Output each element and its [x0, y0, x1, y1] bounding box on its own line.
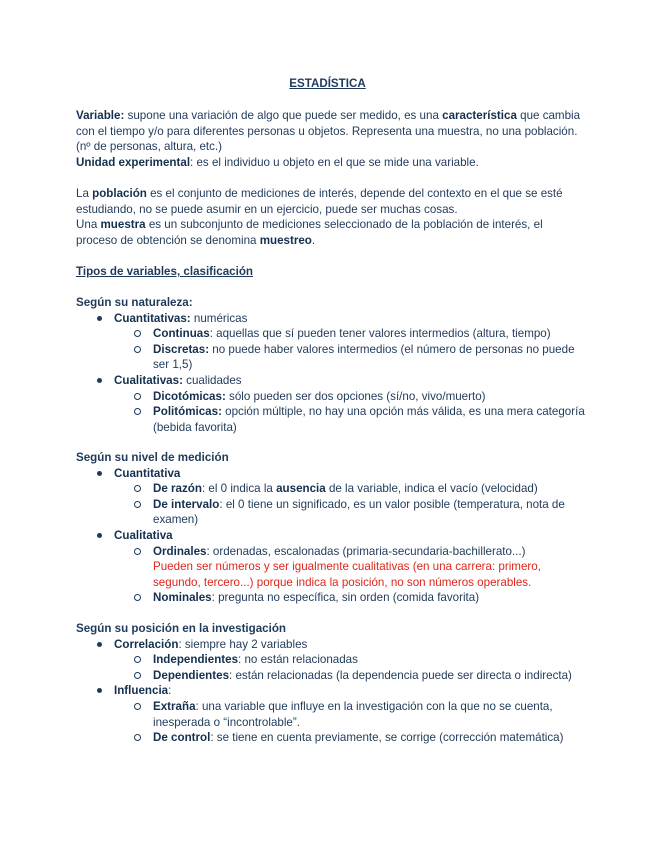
poblacion-definition: La población es el conjunto de mediciones de interés, depende del contexto en el que se esté estudiando, no se puede asumir en un ejercicio, puede ser muchas cosas.: [76, 187, 563, 216]
naturaleza-heading: Según su naturaleza:: [76, 296, 193, 309]
list-item: Correlación: siempre hay 2 variables: [76, 637, 586, 653]
list-item: Dicotómicas: sólo pueden ser dos opciones (sí/no, vivo/muerto): [76, 389, 586, 405]
list-item: Cualitativa: [76, 528, 586, 544]
unidad-experimental-definition: Unidad experimental: es el individuo u objeto en el que se mide una variable.: [76, 155, 479, 169]
list-item: Cuantitativas: numéricas: [76, 311, 586, 327]
list-item: Dependientes: están relacionadas (la dependencia puede ser directa o indirecta): [76, 668, 586, 684]
list-item: Influencia:: [76, 683, 586, 699]
document-title: ESTADÍSTICA: [289, 77, 366, 90]
list-item: Discretas: no puede haber valores intermedios (el número de personas no puede ser 1,5): [76, 342, 586, 373]
section-title: Tipos de variables, clasificación: [76, 265, 253, 278]
muestra-definition: Una muestra es un subconjunto de mediciones seleccionado de la población de interés, el proceso de obtención se denomina muestreo.: [76, 218, 543, 247]
list-item: Politómicas: opción múltiple, no hay una opción más válida, es una mera categoría (bebida favorita): [76, 404, 586, 435]
posicion-section: [76, 621, 586, 746]
list-item: De razón: el 0 indica la ausencia de la variable, indica el vacío (velocidad): [76, 481, 586, 497]
variable-term: Variable:: [76, 109, 125, 122]
list-item: Extraña: una variable que influye en la investigación con la que no se cuenta, inesperada o “incontrolable”.: [76, 699, 586, 730]
list-item: De intervalo: el 0 tiene un significado, es un valor posible (temperatura, nota de examen): [76, 497, 586, 528]
naturaleza-section: [76, 295, 586, 435]
list-item: Continuas: aquellas que sí pueden tener valores intermedios (altura, tiempo): [76, 326, 586, 342]
medicion-list: [76, 466, 586, 606]
list-item: Cuantitativa: [76, 466, 586, 482]
medicion-section: [76, 450, 586, 606]
list-item: Nominales: pregunta no específica, sin orden (comida favorita): [76, 590, 586, 606]
list-item: Cualitativas: cualidades: [76, 373, 586, 389]
list-item: De control: se tiene en cuenta previamente, se corrige (corrección matemática): [76, 730, 586, 746]
list-item: Ordinales: ordenadas, escalonadas (primaria-secundaria-bachillerato...): [76, 544, 586, 560]
medicion-heading: Según su nivel de medición: [76, 451, 229, 464]
intro-poblacion-block: [76, 186, 586, 248]
intro-variable-block: [76, 108, 586, 170]
posicion-heading: Según su posición en la investigación: [76, 622, 287, 635]
variable-definition: Variable: supone una variación de algo que puede ser medido, es una característica que cambia con el tiempo y/o para diferentes personas u objetos. Representa una muestra, no una población. (nº de personas, altura, etc.): [76, 109, 581, 154]
naturaleza-list: [76, 311, 586, 436]
ordinales-note: Pueden ser números y ser igualmente cualitativas (en una carrera: primero, segundo, tercero...) porque indica la posición, no son números operables.: [153, 560, 541, 589]
posicion-list: [76, 637, 586, 746]
list-item: Independientes: no están relacionadas: [76, 652, 586, 668]
